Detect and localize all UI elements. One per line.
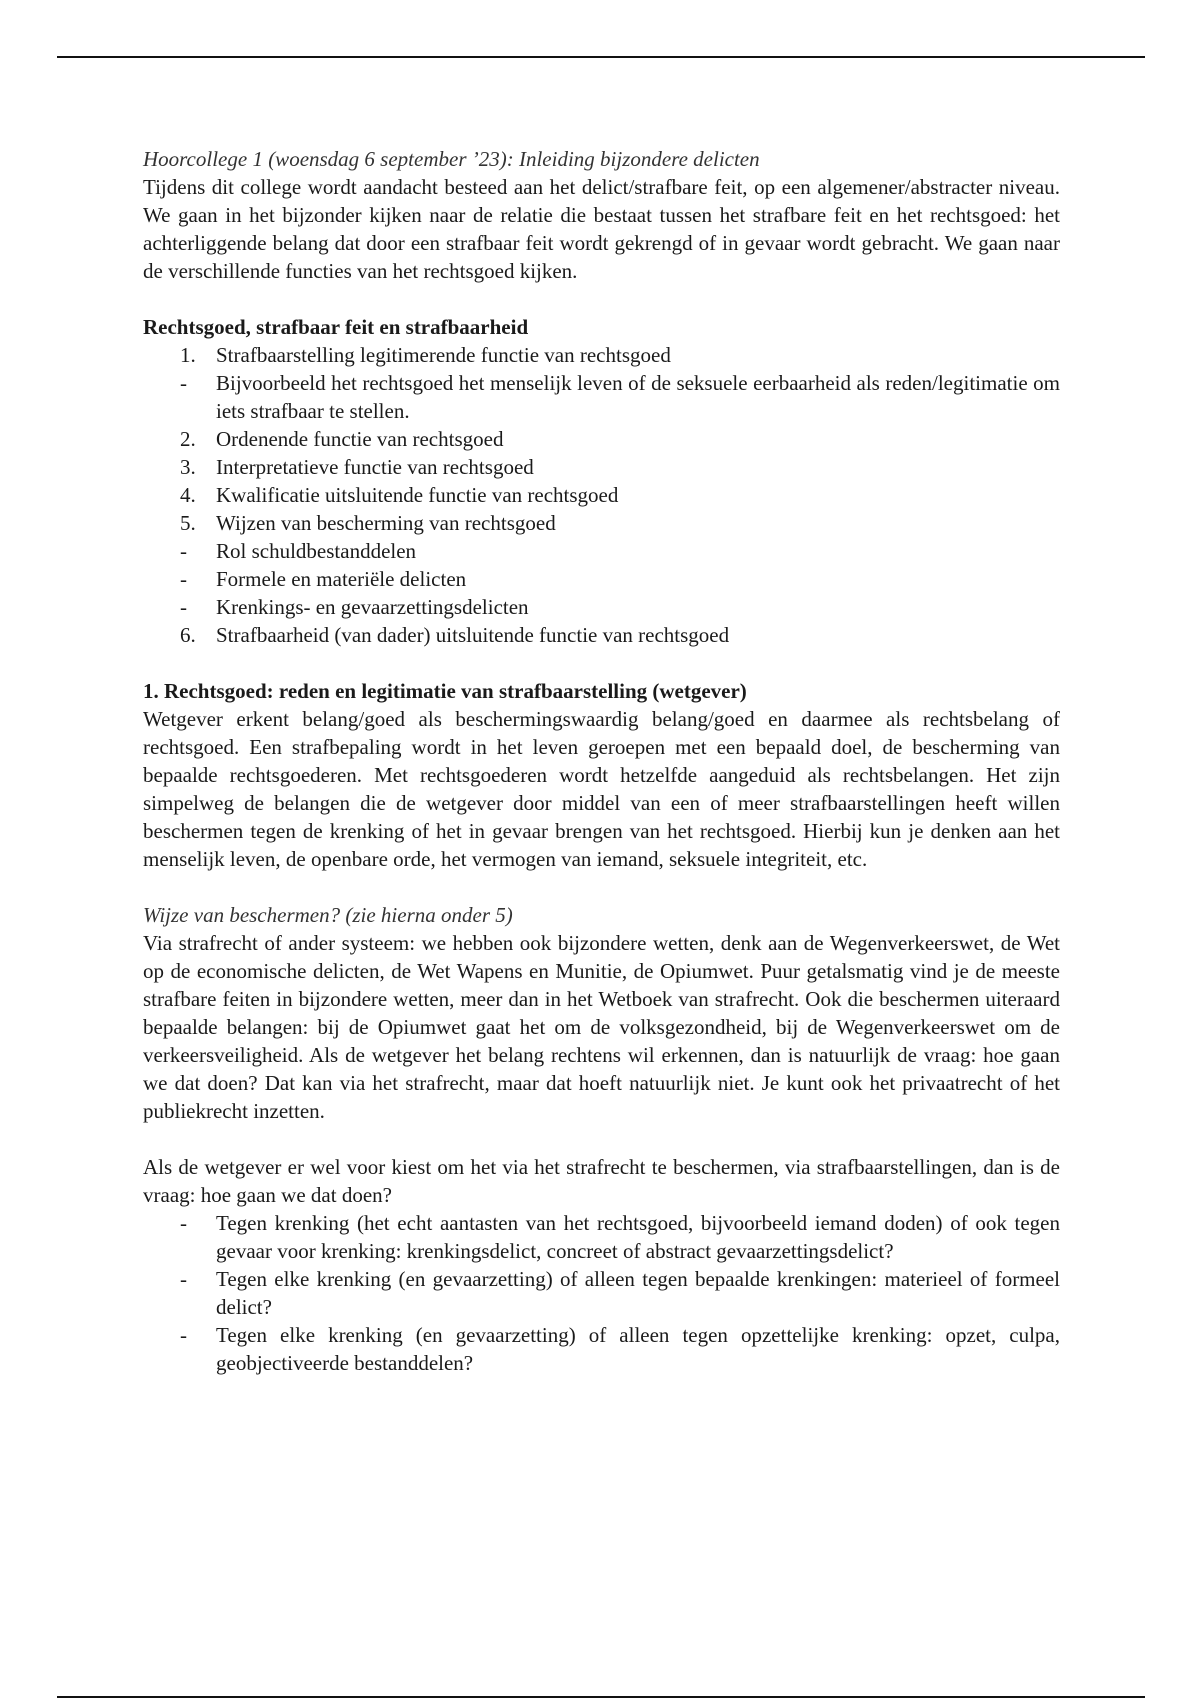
list-item: - Rol schuldbestanddelen — [180, 539, 417, 563]
list-item: - Tegen elke krenking (en gevaarzetting) of alleen tegen bepaalde krenkingen: materieel of formeel delict? — [180, 1267, 1060, 1319]
intro-paragraph: Tijdens dit college wordt aandacht besteed aan het delict/strafbare feit, op een algemener/abstracter niveau. We gaan in het bijzonder kijken naar de relatie die bestaat tussen het strafbare feit en het rechtsgoed: het achterliggende belang dat door een strafbaar feit wordt gekrengd of in gevaar wordt gebracht. We gaan naar de verschillende functies van het rechtsgoed kijken. — [143, 175, 1060, 283]
wijze-paragraph: Via strafrecht of ander systeem: we hebben ook bijzondere wetten, denk aan de Wegenverkeerswet, de Wet op de economische delicten, de Wet Wapens en Munitie, de Opiumwet. Puur getalsmatig vind je de meeste strafbare feiten in bijzondere wetten, meer dan in het Wetboek van strafrecht. Ook die beschermen uiteraard bepaalde belangen: bij de Opiumwet gaat het om de volksgezondheid, bij de Wegenverkeerswet om de verkeersveiligheid. Als de wetgever het belang rechtens wil erkennen, dan is natuurlijk de vraag: hoe gaan we dat doen? Dat kan via het strafrecht, maar dat hoeft natuurlijk niet. Je kunt ook het privaatrecht of het publiekrecht inzetten. — [143, 931, 1060, 1123]
list-item: - Bijvoorbeeld het rechtsgoed het menselijk leven of de seksuele eerbaarheid als reden/legitimatie om iets strafbaar te stellen. — [180, 371, 1060, 423]
bescherming-list — [143, 1209, 1060, 1377]
header-rule — [57, 56, 1145, 58]
legitimatie-paragraph: Wetgever erkent belang/goed als beschermingswaardig belang/goed en daarmee als rechtsbelang of rechtsgoed. Een strafbepaling wordt in het leven geroepen met een bepaald doel, de bescherming van bepaalde rechtsgoederen. Met rechtsgoederen wordt hetzelfde aangeduid als rechtsbelangen. Het zijn simpelweg de belangen die de wetgever door middel van een of meer strafbaarstellingen heeft willen beschermen tegen de krenking of het in gevaar brengen van het rechtsgoed. Hierbij kun je denken aan het menselijk leven, de openbare orde, het vermogen van iemand, seksuele integriteit, etc. — [143, 707, 1060, 871]
section-heading-wijze: Wijze van beschermen? (zie hierna onder 5) — [143, 903, 513, 927]
section-heading-rechtsgoed: Rechtsgoed, strafbaar feit en strafbaarheid — [143, 315, 529, 339]
list-item: - Formele en materiële delicten — [180, 567, 467, 591]
list-item: - Krenkings- en gevaarzettingsdelicten — [180, 595, 529, 619]
list-item: 4. Kwalificatie uitsluitende functie van rechtsgoed — [180, 483, 619, 507]
section-heading-legitimatie: 1. Rechtsgoed: reden en legitimatie van strafbaarstelling (wetgever) — [143, 679, 747, 703]
footer-rule — [57, 1696, 1145, 1698]
list-item: 6. Strafbaarheid (van dader) uitsluitende functie van rechtsgoed — [180, 623, 730, 647]
document-page — [143, 145, 1060, 1377]
list-item: 3. Interpretatieve functie van rechtsgoed — [180, 455, 534, 479]
list-item: - Tegen krenking (het echt aantasten van het rechtsgoed, bijvoorbeeld iemand doden) of ook tegen gevaar voor krenking: krenkingsdelict, concreet of abstract gevaarzettingsdelict? — [180, 1211, 1060, 1263]
strafrecht-paragraph: Als de wetgever er wel voor kiest om het via het strafrecht te beschermen, via strafbaarstellingen, dan is de vraag: hoe gaan we dat doen? — [143, 1155, 1060, 1207]
lecture-title: Hoorcollege 1 (woensdag 6 september ’23): Inleiding bijzondere delicten — [143, 147, 760, 171]
list-item: 5. Wijzen van bescherming van rechtsgoed — [180, 511, 556, 535]
list-item: 2. Ordenende functie van rechtsgoed — [180, 427, 504, 451]
list-item: 1. Strafbaarstelling legitimerende functie van rechtsgoed — [180, 343, 671, 367]
outline-list — [143, 341, 1060, 649]
list-item: - Tegen elke krenking (en gevaarzetting) of alleen tegen opzettelijke krenking: opzet, culpa, geobjectiveerde bestanddelen? — [180, 1323, 1060, 1375]
